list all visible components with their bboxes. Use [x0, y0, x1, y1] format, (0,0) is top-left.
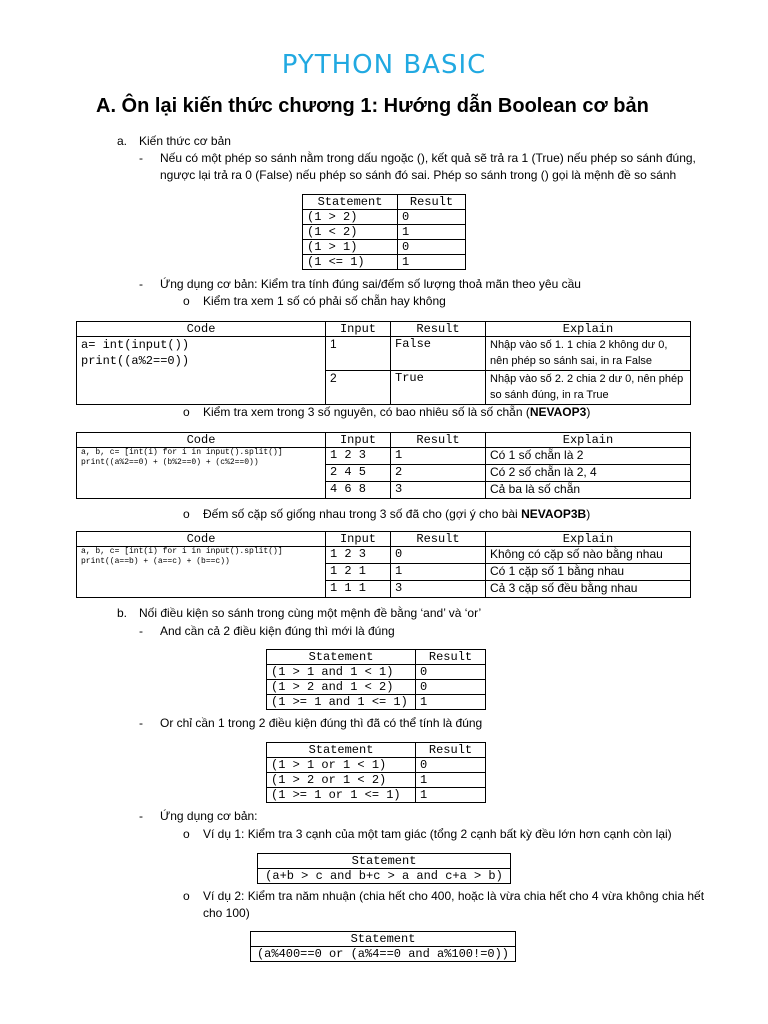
table-row [303, 210, 466, 225]
table-cell: False [391, 337, 486, 371]
subitem-text-end: ) [586, 405, 591, 419]
table-cell: Cả 3 cặp số đều bằng nhau [486, 581, 691, 598]
table-row [267, 695, 486, 710]
table-cell: Có 2 số chẵn là 2, 4 [486, 465, 691, 482]
table-header: Input [326, 322, 391, 337]
table-code-count-even [76, 432, 691, 499]
subitem-text: Ví dụ 2: Kiểm tra năm nhuận (chia hết cho 400, hoặc là vừa chia hết cho 4 vừa không chia hết [203, 889, 705, 903]
table-cell: (1 >= 1 and 1 <= 1) [267, 695, 416, 710]
subitem-text-part: Kiểm tra xem trong 3 số nguyên, có bao nhiêu số là số chẵn ( [203, 405, 530, 419]
page-title: PYTHON BASIC [281, 50, 487, 80]
subitem-text-part: Đếm số cặp số giống nhau trong 3 số đã cho (gợi ý cho bài [203, 507, 522, 521]
code-block: a= int(input()) print((a%2==0)) [81, 338, 190, 368]
table-cell: 1 2 3 [326, 448, 391, 465]
table-row [267, 773, 486, 788]
table-row [303, 225, 466, 240]
table-header: Statement [251, 932, 516, 947]
table-and [266, 649, 486, 710]
table-header: Explain [486, 532, 691, 547]
paragraph-line: Ứng dụng cơ bản: [160, 809, 258, 823]
sec-b-title: Nối điều kiện so sánh trong cùng một mệnh đề bằng ‘and’ và ‘or’ [139, 606, 482, 620]
subitem-text [203, 505, 590, 523]
circle-bullet: o [183, 827, 190, 841]
table-cell: (1 > 1 and 1 < 1) [267, 665, 416, 680]
table-cell: 1 [416, 773, 486, 788]
table-cell: 1 [398, 255, 466, 270]
table-header: Result [416, 743, 486, 758]
table-cell: (1 <= 1) [303, 255, 398, 270]
table-row [303, 240, 466, 255]
table-row [267, 680, 486, 695]
table-cell: (1 > 1 or 1 < 1) [267, 758, 416, 773]
table-cell: 0 [416, 680, 486, 695]
table-cell: Có 1 cặp số 1 bằng nhau [486, 564, 691, 581]
circle-bullet: o [183, 405, 190, 419]
table-cell: 1 1 1 [326, 581, 391, 598]
table-cell: Không có cặp số nào bằng nhau [486, 547, 691, 564]
table-header: Result [416, 650, 486, 665]
table-cell: Nhập vào số 2. 2 chia 2 dư 0, nên phép so sánh đúng, in ra True [486, 371, 691, 405]
table-row [303, 255, 466, 270]
circle-bullet: o [183, 889, 190, 903]
table-header: Code [77, 322, 326, 337]
table-code-pairs [76, 531, 691, 598]
circle-bullet: o [183, 294, 190, 308]
table-cell: 0 [416, 665, 486, 680]
table-header: Input [326, 433, 391, 448]
table-triangle [257, 853, 511, 884]
circle-bullet: o [183, 507, 190, 521]
table-cell: Nhập vào số 1. 1 chia 2 không dư 0, nên phép so sánh sai, in ra False [486, 337, 691, 371]
table-cell: (1 < 2) [303, 225, 398, 240]
table-cell: (1 > 1) [303, 240, 398, 255]
table-row [267, 665, 486, 680]
sec-a-title: Kiến thức cơ bản [139, 134, 231, 148]
section-heading: A. Ôn lại kiến thức chương 1: Hướng dẫn Boolean cơ bản [96, 95, 649, 117]
dash-bullet: - [139, 716, 143, 730]
table-cell: 0 [398, 210, 466, 225]
table-cell: 1 [326, 337, 391, 371]
code-block: a, b, c= [int(i) for i in input().split()] print((a==b) + (a==c) + (b==c)) [81, 547, 283, 566]
table-or [266, 742, 486, 803]
table-code-even [76, 321, 691, 405]
table-cell: 0 [398, 240, 466, 255]
table-cell: 1 2 3 [326, 547, 391, 564]
table-cell: (1 >= 1 or 1 <= 1) [267, 788, 416, 803]
table-header: Statement [303, 195, 398, 210]
dash-bullet: - [139, 809, 143, 823]
table-cell: 1 [416, 695, 486, 710]
table-leap-year [250, 931, 516, 962]
table-cell: 4 6 8 [326, 482, 391, 499]
table-row [258, 869, 511, 884]
list-label-b: b. [117, 606, 128, 620]
table-cell: 3 [391, 482, 486, 499]
table-header: Result [398, 195, 466, 210]
table-comparison [302, 194, 466, 270]
table-header: Explain [486, 433, 691, 448]
table-cell: (1 > 2 or 1 < 2) [267, 773, 416, 788]
dash-bullet: - [139, 624, 143, 638]
dash-bullet: - [139, 277, 143, 291]
subitem-text: cho 100) [203, 906, 250, 920]
table-cell: (1 > 2 and 1 < 2) [267, 680, 416, 695]
dash-bullet: - [139, 151, 143, 165]
table-cell: (a%400==0 or (a%4==0 and a%100!=0)) [251, 947, 516, 962]
table-cell: (1 > 2) [303, 210, 398, 225]
table-row [77, 337, 691, 371]
table-cell: 2 [326, 371, 391, 405]
table-row [251, 947, 516, 962]
code-block: a, b, c= [int(i) for i in input().split()] print((a%2==0) + (b%2==0) + (c%2==0)) [81, 448, 283, 467]
table-cell: (a+b > c and b+c > a and c+a > b) [258, 869, 511, 884]
table-header: Result [391, 433, 486, 448]
table-cell: 1 [398, 225, 466, 240]
subitem-text-end: ) [586, 507, 591, 521]
table-cell: 3 [391, 581, 486, 598]
table-header: Code [77, 532, 326, 547]
table-cell: 1 [391, 448, 486, 465]
table-header: Explain [486, 322, 691, 337]
subitem-text [203, 403, 590, 421]
table-row [267, 788, 486, 803]
paragraph-line: Ứng dụng cơ bản: Kiểm tra tính đúng sai/đếm số lượng thoả mãn theo yêu cầu [160, 277, 581, 291]
table-row [77, 547, 691, 564]
table-cell: 1 [416, 788, 486, 803]
table-cell: 1 2 1 [326, 564, 391, 581]
table-cell: True [391, 371, 486, 405]
table-cell: 2 [391, 465, 486, 482]
paragraph-line: Nếu có một phép so sánh nằm trong dấu ngoặc (), kết quả sẽ trả ra 1 (True) nếu phép so sánh đúng, [160, 151, 696, 165]
subitem-text: Ví dụ 1: Kiểm tra 3 cạnh của một tam giác (tổng 2 cạnh bất kỳ đều lớn hơn cạnh còn lại) [203, 827, 672, 841]
subitem-text: Kiểm tra xem 1 số có phải số chẵn hay không [203, 294, 446, 308]
list-label-a: a. [117, 134, 128, 148]
table-cell: 1 [391, 564, 486, 581]
table-cell: Cả ba là số chẵn [486, 482, 691, 499]
paragraph-line: ngược lại trả ra 0 (False) nếu phép so sánh đó sai. Phép so sánh trong () gọi là mệnh đề so sánh [160, 168, 677, 182]
table-cell: 0 [416, 758, 486, 773]
table-header: Statement [258, 854, 511, 869]
table-header: Statement [267, 650, 416, 665]
table-cell: Có 1 số chẵn là 2 [486, 448, 691, 465]
table-cell: 2 4 5 [326, 465, 391, 482]
paragraph-line: Or chỉ cần 1 trong 2 điều kiện đúng thì đã có thể tính là đúng [160, 716, 483, 730]
table-header: Statement [267, 743, 416, 758]
table-header: Input [326, 532, 391, 547]
problem-code: NEVAOP3 [529, 405, 587, 419]
table-header: Code [77, 433, 326, 448]
table-header: Result [391, 322, 486, 337]
table-cell: 0 [391, 547, 486, 564]
problem-code: NEVAOP3B [521, 507, 587, 521]
paragraph-line: And cần cả 2 điều kiện đúng thì mới là đúng [160, 624, 395, 638]
table-header: Result [391, 532, 486, 547]
table-row [267, 758, 486, 773]
table-row [77, 448, 691, 465]
